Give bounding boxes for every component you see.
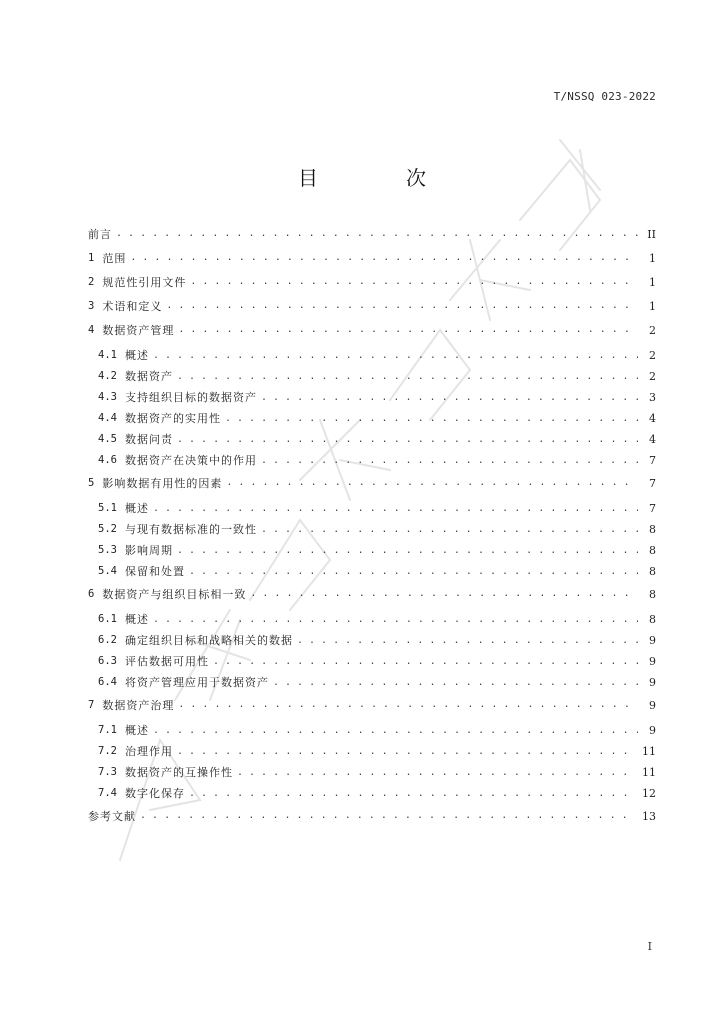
toc-entry-page: 9 <box>649 724 656 737</box>
toc-dot-leader <box>130 253 638 263</box>
toc-entry-page: 2 <box>649 370 656 383</box>
toc-entry-number: 6.3 <box>98 655 117 668</box>
toc-dot-leader <box>116 229 638 239</box>
toc-entry-title: 概述 <box>124 349 149 362</box>
toc-dot-leader <box>177 546 638 556</box>
toc-subsection-entry[interactable] <box>88 519 656 540</box>
toc-entry-title: 影响周期 <box>124 544 173 557</box>
toc-entry-title: 概述 <box>124 502 149 515</box>
toc-entry-page: 13 <box>642 809 656 823</box>
toc-subsection-entry[interactable] <box>88 429 656 450</box>
toc-dot-leader <box>189 789 636 799</box>
toc-entry-page: 11 <box>642 745 656 758</box>
toc-entry-title: 与现有数据标准的一致性 <box>124 523 257 536</box>
page-title: 目 次 <box>298 166 460 190</box>
toc-dot-leader <box>225 414 638 424</box>
toc-entry-page: 2 <box>649 349 656 362</box>
toc-subsection-entry[interactable] <box>88 387 656 408</box>
toc-subsection-entry[interactable] <box>88 720 656 741</box>
toc-entry-page: 9 <box>649 698 656 712</box>
toc-section-entry[interactable] <box>88 471 656 495</box>
toc-entry-page: 3 <box>649 391 656 404</box>
toc-subsection-entry[interactable] <box>88 741 656 762</box>
toc-dot-leader <box>177 372 638 382</box>
toc-dot-leader <box>177 747 636 757</box>
toc-entry-title: 概述 <box>124 724 149 737</box>
toc-subsection-entry[interactable] <box>88 762 656 783</box>
toc-subsection-entry[interactable] <box>88 450 656 471</box>
toc-entry-number: 4.2 <box>98 370 117 383</box>
toc-entry-page: 1 <box>649 251 656 265</box>
toc-subsection-entry[interactable] <box>88 630 656 651</box>
toc-entry-page: 8 <box>649 523 656 536</box>
toc-dot-leader <box>178 325 638 335</box>
toc-entry-title: 数据资产管理 <box>102 323 175 337</box>
toc-entry-page: 7 <box>649 454 656 467</box>
toc-subsection-entry[interactable] <box>88 408 656 429</box>
toc-entry-title: 数据资产在决策中的作用 <box>124 454 257 467</box>
toc-entry-page: 8 <box>649 613 656 626</box>
toc-entry-number: 7.1 <box>98 724 117 737</box>
toc-dot-leader <box>213 657 638 667</box>
toc-entry-title: 将资产管理应用于数据资产 <box>124 676 269 689</box>
toc-dot-leader <box>190 277 638 287</box>
toc-entry-title: 数据资产的互操作性 <box>124 766 233 779</box>
toc-entry-number: 6.4 <box>98 676 117 689</box>
toc-dot-leader <box>189 567 638 577</box>
toc-entry-number: 5 <box>88 476 95 489</box>
toc-entry-number: 1 <box>88 251 95 264</box>
toc-dot-leader <box>261 456 638 466</box>
toc-entry-number: 5.1 <box>98 502 117 515</box>
toc-entry-page: 2 <box>649 323 656 337</box>
toc-entry-number: 5.4 <box>98 565 117 578</box>
toc-entry-title: 数据资产 <box>124 370 173 383</box>
toc-entry-title: 数据问责 <box>124 433 173 446</box>
toc-entry-number: 4 <box>88 323 95 336</box>
toc-entry-number: 4.6 <box>98 454 117 467</box>
toc-subsection-entry[interactable] <box>88 561 656 582</box>
toc-entry-number: 7 <box>88 698 95 711</box>
toc-entry-title: 治理作用 <box>124 745 173 758</box>
toc-subsection-entry[interactable] <box>88 540 656 561</box>
toc-entry-page: 11 <box>642 766 656 779</box>
toc-subsection-entry[interactable] <box>88 345 656 366</box>
toc-dot-leader <box>153 504 638 514</box>
toc-entry-title: 范围 <box>102 251 127 265</box>
toc-entry-page: 9 <box>649 676 656 689</box>
toc-entry-page: 9 <box>649 634 656 647</box>
toc-entry-title: 术语和定义 <box>102 299 163 313</box>
toc-entry-number: 6.2 <box>98 634 117 647</box>
toc-subsection-entry[interactable] <box>88 366 656 387</box>
toc-entry-number: 4.4 <box>98 412 117 425</box>
toc-entry-title: 规范性引用文件 <box>102 275 187 289</box>
toc-dot-leader <box>261 393 638 403</box>
toc-entry-number: 6 <box>88 587 95 600</box>
toc-entry-number: 4.1 <box>98 349 117 362</box>
toc-entry-page: 9 <box>649 655 656 668</box>
toc-entry-title: 数字化保存 <box>124 787 185 800</box>
toc-entry-number: 4.5 <box>98 433 117 446</box>
toc-dot-leader <box>297 636 638 646</box>
toc-entry-title: 概述 <box>124 613 149 626</box>
toc-entry-page: 8 <box>649 565 656 578</box>
toc-entry-page: 7 <box>649 476 656 490</box>
toc-entry-page: 1 <box>649 275 656 289</box>
toc-section-entry[interactable] <box>88 693 656 717</box>
toc-entry-title: 保留和处置 <box>124 565 185 578</box>
toc-entry-number: 3 <box>88 299 95 312</box>
toc-dot-leader <box>250 589 638 599</box>
toc-dot-leader <box>166 301 638 311</box>
toc-section-entry[interactable] <box>88 318 656 342</box>
toc-entry-page: 8 <box>649 587 656 601</box>
toc-section-entry[interactable] <box>88 246 656 270</box>
toc-dot-leader <box>261 525 638 535</box>
toc-entry-number: 5.2 <box>98 523 117 536</box>
page-number: I <box>647 940 652 953</box>
toc-entry-page: 12 <box>642 787 656 800</box>
toc-entry-title: 影响数据有用性的因素 <box>102 476 223 490</box>
toc-subsection-entry[interactable] <box>88 651 656 672</box>
toc-entry-title: 数据资产与组织目标相一致 <box>102 587 247 601</box>
toc-entry-number: 7.4 <box>98 787 117 800</box>
document-code: T/NSSQ 023-2022 <box>553 90 656 103</box>
toc-entry-page: 4 <box>649 412 656 425</box>
toc-dot-leader <box>153 351 638 361</box>
toc-dot-leader <box>140 811 636 821</box>
toc-entry-number: 4.3 <box>98 391 117 404</box>
toc-entry-title: 前言 <box>88 227 112 241</box>
toc-entry-page: 8 <box>649 544 656 557</box>
toc-dot-leader <box>273 678 638 688</box>
toc-dot-leader <box>178 700 638 710</box>
toc-entry-number: 7.2 <box>98 745 117 758</box>
toc-dot-leader <box>226 478 638 488</box>
toc-entry-page: 7 <box>649 502 656 515</box>
toc-entry-title: 确定组织目标和战略相关的数据 <box>124 634 293 647</box>
toc-entry-page: II <box>647 227 656 241</box>
toc-dot-leader <box>237 768 636 778</box>
toc-entry-title: 数据资产的实用性 <box>124 412 221 425</box>
toc-section-entry[interactable] <box>88 270 656 294</box>
toc-entry-title: 支持组织目标的数据资产 <box>124 391 257 404</box>
toc-subsection-entry[interactable] <box>88 783 656 804</box>
toc-subsection-entry[interactable] <box>88 609 656 630</box>
table-of-contents <box>88 222 656 828</box>
toc-section-entry[interactable] <box>88 804 656 828</box>
toc-entry-title: 评估数据可用性 <box>124 655 209 668</box>
toc-entry-number: 5.3 <box>98 544 117 557</box>
toc-entry-number: 6.1 <box>98 613 117 626</box>
toc-dot-leader <box>153 615 638 625</box>
toc-entry-number: 2 <box>88 275 95 288</box>
toc-entry-page: 4 <box>649 433 656 446</box>
toc-entry-page: 1 <box>649 299 656 313</box>
toc-subsection-entry[interactable] <box>88 672 656 693</box>
toc-entry-title: 数据资产治理 <box>102 698 175 712</box>
toc-dot-leader <box>177 435 638 445</box>
toc-section-entry[interactable] <box>88 582 656 606</box>
toc-subsection-entry[interactable] <box>88 498 656 519</box>
toc-section-entry[interactable] <box>88 222 656 246</box>
toc-entry-number: 7.3 <box>98 766 117 779</box>
toc-section-entry[interactable] <box>88 294 656 318</box>
toc-entry-title: 参考文献 <box>88 809 136 823</box>
toc-dot-leader <box>153 726 638 736</box>
